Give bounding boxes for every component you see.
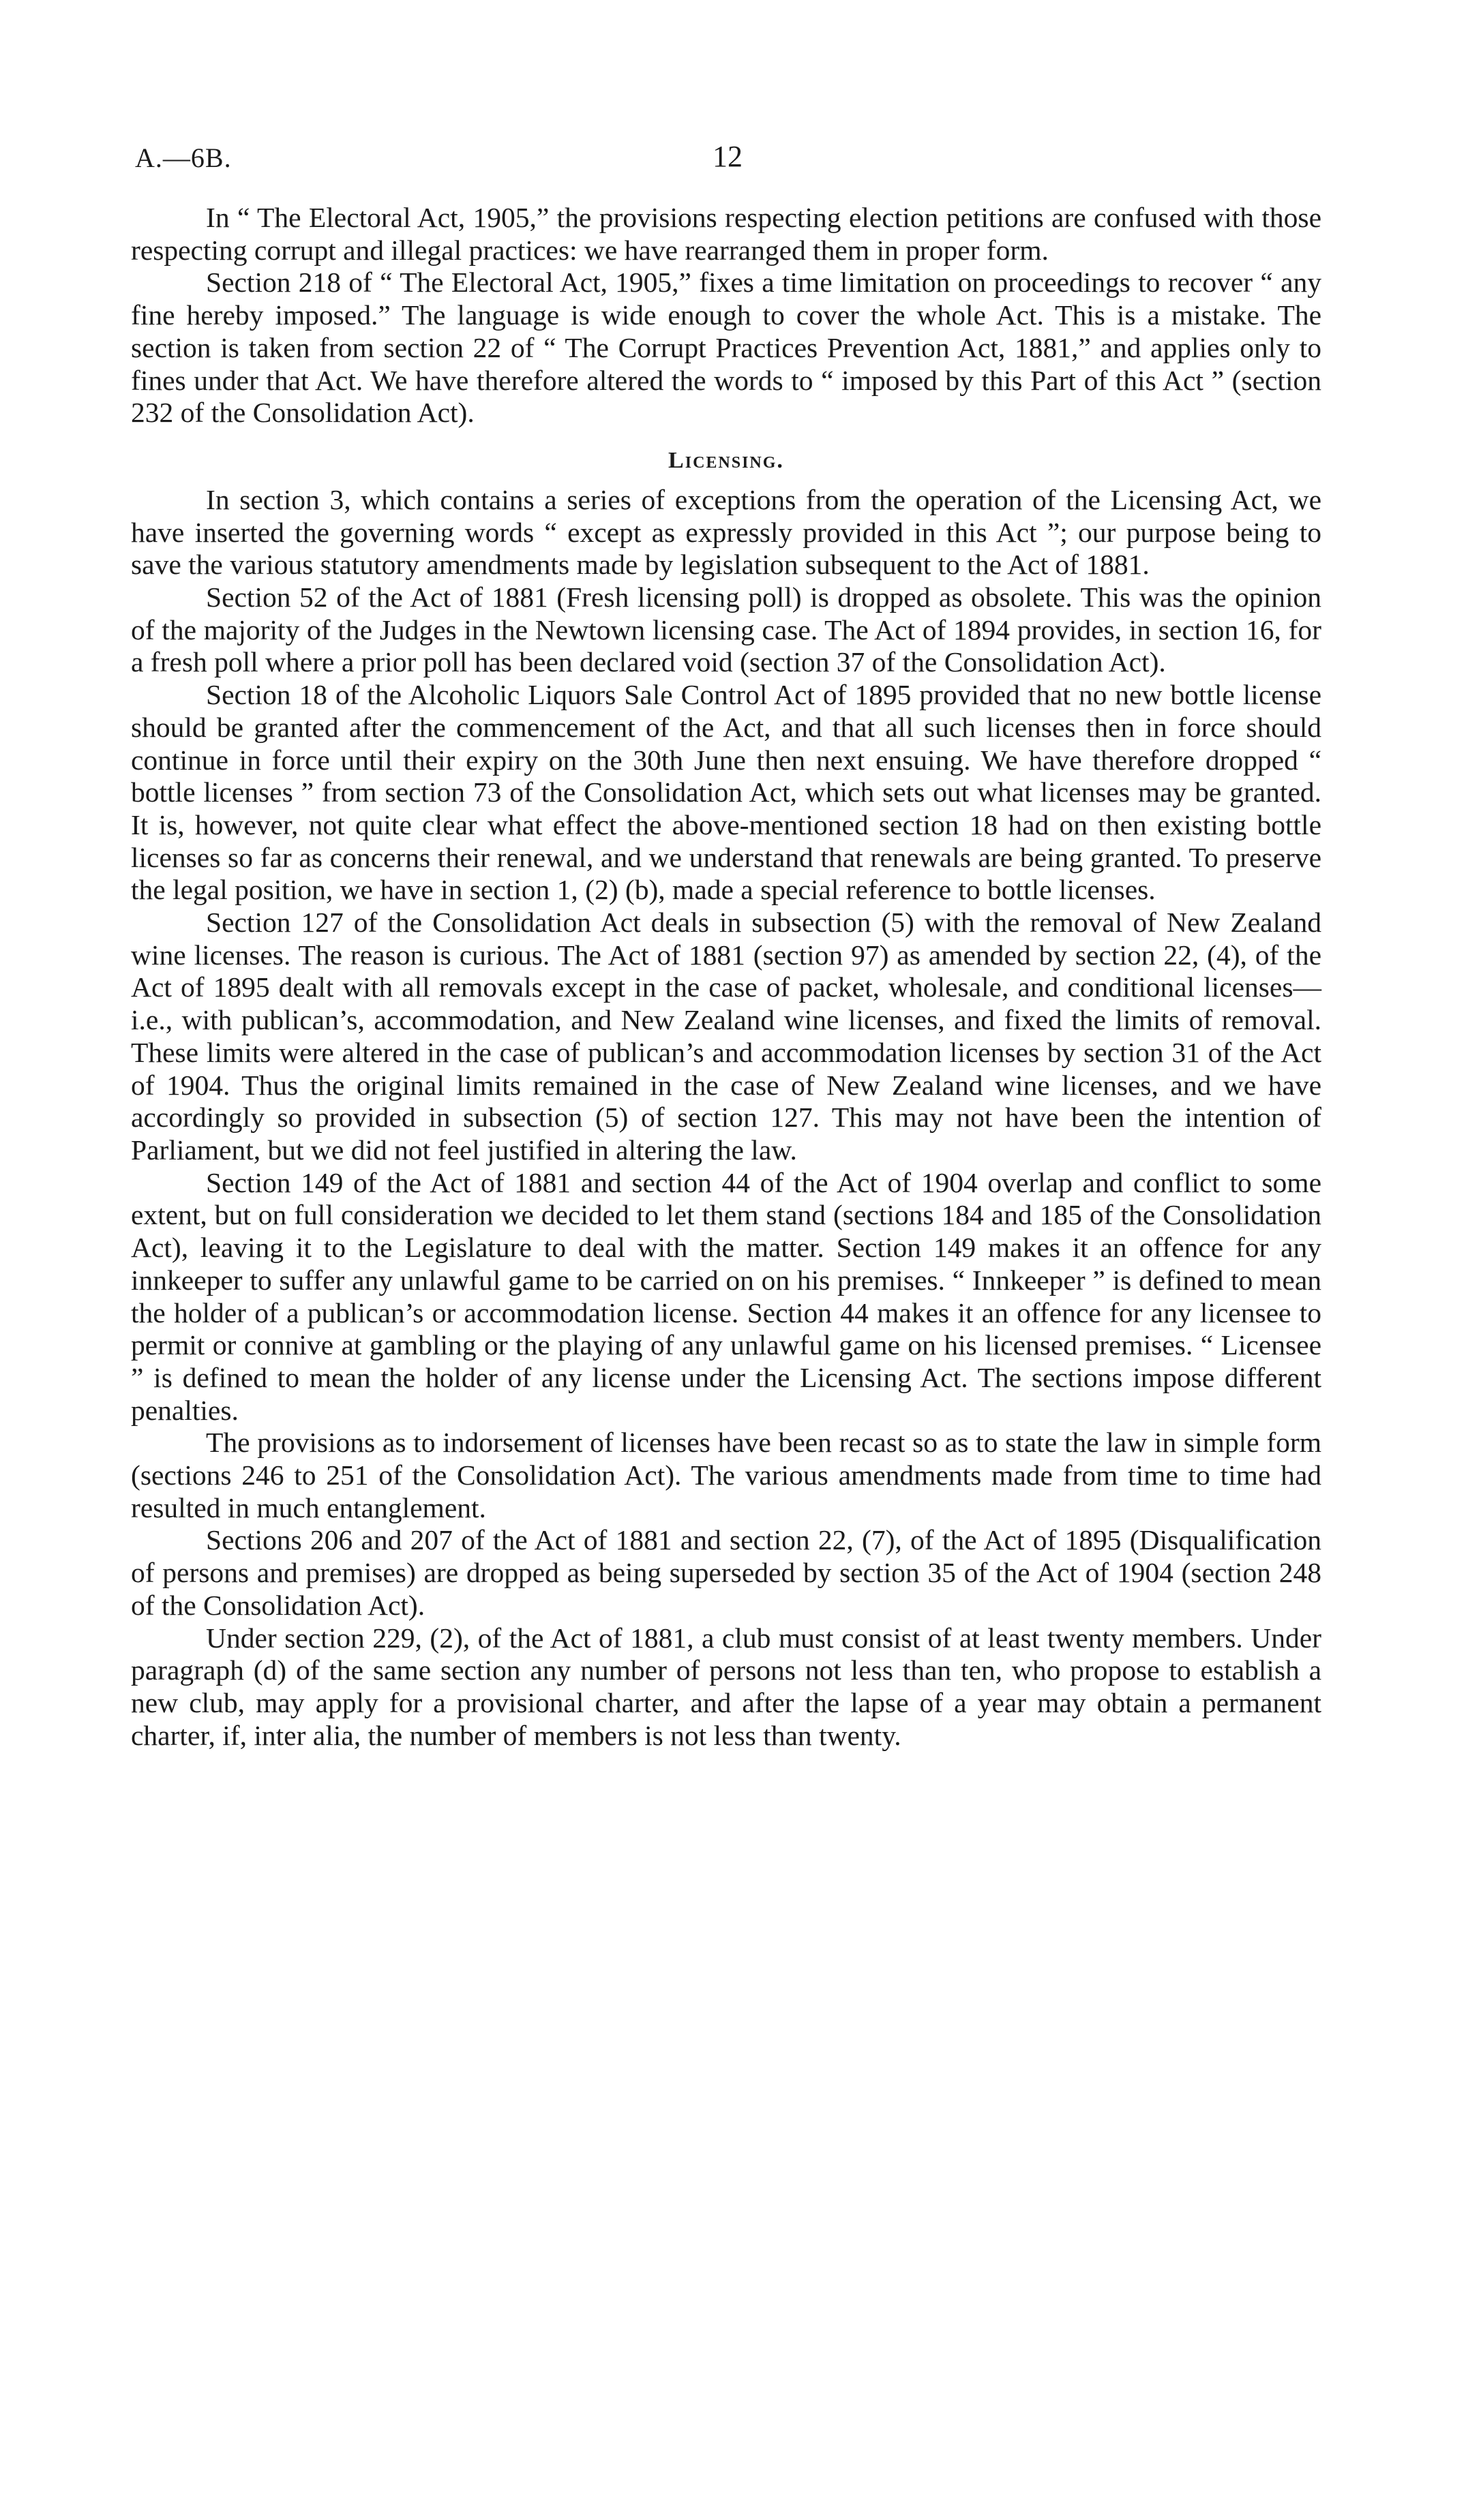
paragraph-disqualification: Sections 206 and 207 of the Act of 1881 and section 22, (7), of the Act of 1895 (Disqualification of persons and premises) are dropped as being superseded by section 35 of the Act of 1904 (section 248 of the Consolidation Act).	[131, 1524, 1321, 1621]
document-reference: A.—6B.	[135, 142, 232, 173]
paragraph-electoral-petitions: In “ The Electoral Act, 1905,” the provisions respecting election petitions are confused with those respecting corrupt and illegal practices: we have rearranged them in proper form.	[131, 202, 1321, 266]
paragraph-indorsement: The provisions as to indorsement of licenses have been recast so as to state the law in simple form (sections 246 to 251 of the Consolidation Act). The various amendments made from time to time had resulted in much entanglement.	[131, 1427, 1321, 1523]
licensing-heading-wrap	[131, 436, 1321, 480]
page-number: 12	[713, 140, 743, 173]
paragraph-section-149: Section 149 of the Act of 1881 and section 44 of the Act of 1904 overlap and conflict to some extent, but on full consideration we decided to let them stand (sections 184 and 185 of the Consolidation Act), leaving it to the Legislature to deal with the matter. Section 149 makes it an offence for any innkeeper to suffer any unlawful game to be carried on on his premises. “ Innkeeper ” is defined to mean the holder of a publican’s or accommodation license. Section 44 makes it an offence for any licensee to permit or connive at gambling or the playing of any unlawful game on his licensed premises. “ Licensee ” is defined to mean the holder of any license under the Licensing Act. The sections impose different penalties.	[131, 1166, 1321, 1426]
paragraph-section-52: Section 52 of the Act of 1881 (Fresh licensing poll) is dropped as obsolete. This was the opinion of the majority of the Judges in the Newtown licensing case. The Act of 1894 provides, in section 16, for a fresh poll where a prior poll has been declared void (section 37 of the Consolidation Act).	[131, 581, 1321, 678]
paragraph-section-218: Section 218 of “ The Electoral Act, 1905,” fixes a time limitation on proceedings to recover “ any fine hereby imposed.” The language is wide enough to cover the whole Act. This is a mistake. The section is taken from section 22 of “ The Corrupt Practices Prevention Act, 1881,” and applies only to fines under that Act. We have therefore altered the words to “ imposed by this Part of this Act ” (section 232 of the Consolidation Act).	[131, 267, 1321, 429]
body-text	[131, 202, 1321, 1752]
paragraph-section-127: Section 127 of the Consolidation Act deals in subsection (5) with the removal of New Zealand wine licenses. The reason is curious. The Act of 1881 (section 97) as amended by section 22, (4), of the Act of 1895 dealt with all removals except in the case of packet, wholesale, and conditional licenses—i.e., with publican’s, accommodation, and New Zealand wine licenses, and fixed the limits of removal. These limits were altered in the case of publican’s and accommodation licenses by section 31 of the Act of 1904. Thus the original limits remained in the case of New Zealand wine licenses, and we have accordingly so provided in subsection (5) of section 127. This may not have been the intention of Parliament, but we did not feel justified in altering the law.	[131, 907, 1321, 1166]
paragraph-bottle-licenses: Section 18 of the Alcoholic Liquors Sale Control Act of 1895 provided that no new bottle license should be granted after the commencement of the Act, and that all such licenses then in force should continue in force until their expiry on the 30th June then next ensuing. We have therefore dropped “ bottle licenses ” from section 73 of the Consolidation Act, which sets out what licenses may be granted. It is, however, not quite clear what effect the above-mentioned section 18 had on then existing bottle licenses so far as concerns their renewal, and we understand that renewals are being granted. To preserve the legal position, we have in section 1, (2) (b), made a special reference to bottle licenses.	[131, 679, 1321, 906]
paragraph-section-3: In section 3, which contains a series of exceptions from the operation of the Licensing Act, we have inserted the governing words “ except as expressly provided in this Act ”; our purpose being to save the various statutory amendments made by legislation subsequent to the Act of 1881.	[131, 483, 1321, 581]
section-heading-licensing: Licensing.	[668, 447, 784, 473]
paragraph-club-charter: Under section 229, (2), of the Act of 1881, a club must consist of at least twenty members. Under paragraph (d) of the same section any number of persons not less than ten, who propose to establish a new club, may apply for a provisional charter, and after the lapse of a year may obtain a permanent charter, if, inter alia, the number of members is not less than twenty.	[131, 1622, 1321, 1751]
